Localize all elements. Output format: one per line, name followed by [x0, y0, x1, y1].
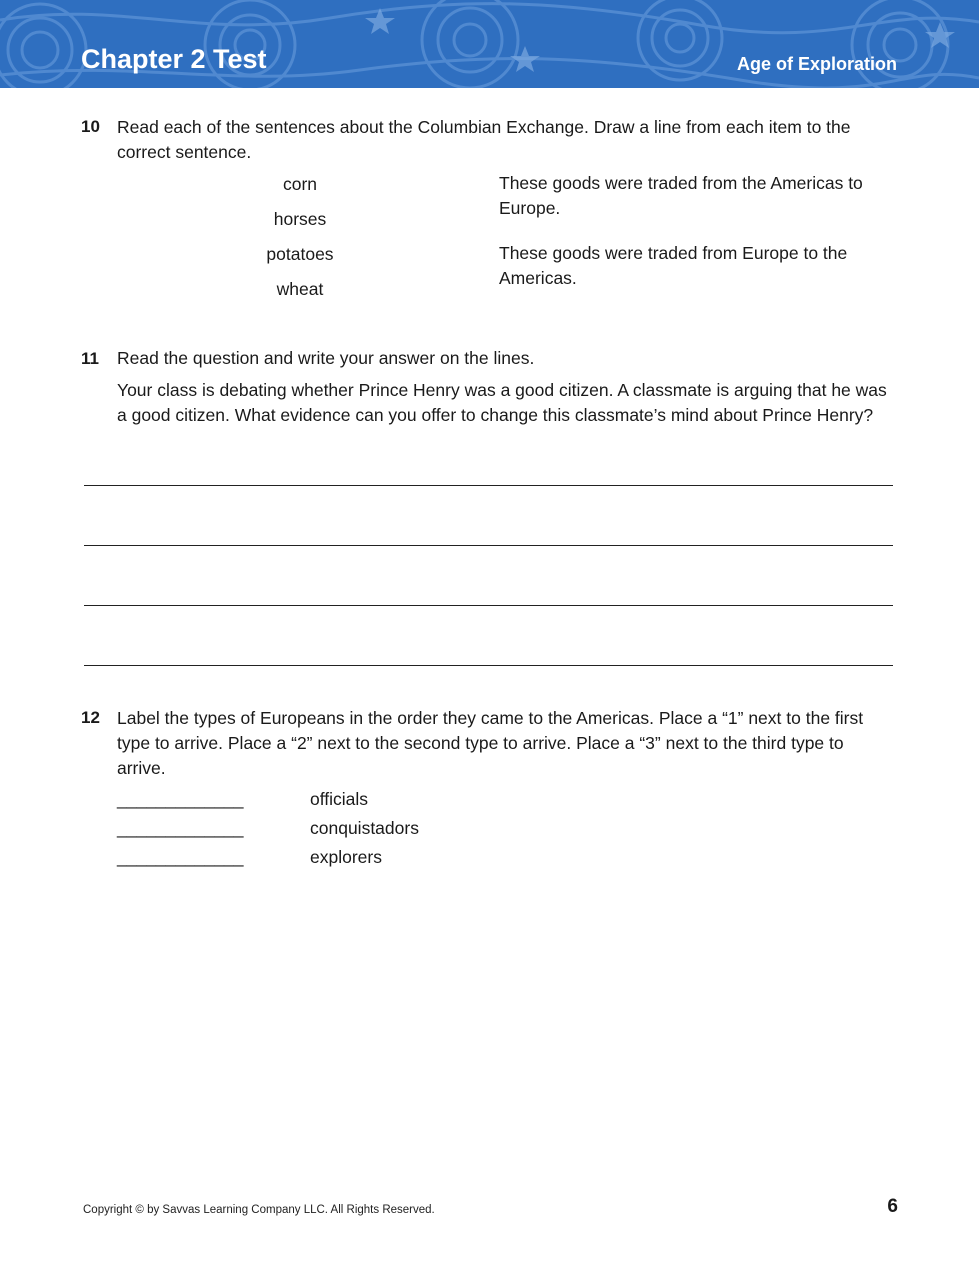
- match-item-wheat[interactable]: wheat: [276, 279, 324, 299]
- answer-line[interactable]: [84, 665, 893, 666]
- question-10-number: 10: [81, 117, 100, 136]
- order-blank[interactable]: _____________: [117, 818, 244, 838]
- answer-line[interactable]: [84, 545, 893, 546]
- answer-line[interactable]: [84, 605, 893, 606]
- match-target-americas-to-europe[interactable]: These goods were traded from the Americas to Europe.: [499, 173, 863, 218]
- question-11-prompt: Your class is debating whether Prince Henry was a good citizen. A classmate is arguing that he was a good citizen. What evidence can you offer to change this classmate’s mind about Prince Henry?: [117, 380, 887, 425]
- label-conquistadors: conquistadors: [310, 818, 419, 838]
- order-blank[interactable]: _____________: [117, 847, 244, 867]
- page-subtitle: Age of Exploration: [736, 54, 897, 74]
- match-target-europe-to-americas[interactable]: These goods were traded from Europe to the Americas.: [499, 243, 848, 288]
- copyright-notice: Copyright © by Savvas Learning Company LLC. All Rights Reserved.: [83, 1204, 435, 1216]
- page-title: Chapter 2 Test: [81, 44, 267, 74]
- match-item-potatoes[interactable]: potatoes: [266, 244, 334, 264]
- answer-line[interactable]: [84, 485, 893, 486]
- question-11-number: 11: [81, 349, 99, 368]
- match-item-horses[interactable]: horses: [273, 209, 327, 229]
- question-12-text: Label the types of Europeans in the order they came to the Americas. Place a “1” next to the first type to arrive. Place a “2” next to the second type to arrive. Place a “3” next to the third type to arrive.: [117, 708, 864, 778]
- question-12-number: 12: [81, 708, 100, 727]
- question-11-instruction: Read the question and write your answer on the lines.: [117, 348, 535, 368]
- label-officials: officials: [310, 789, 369, 809]
- order-blank[interactable]: _____________: [117, 789, 244, 809]
- page-number: 6: [887, 1196, 898, 1217]
- match-item-corn[interactable]: corn: [282, 174, 318, 194]
- question-10-text: Read each of the sentences about the Columbian Exchange. Draw a line from each item to the correct sentence.: [117, 117, 851, 162]
- label-explorers: explorers: [310, 847, 382, 867]
- page-header: [0, 0, 979, 88]
